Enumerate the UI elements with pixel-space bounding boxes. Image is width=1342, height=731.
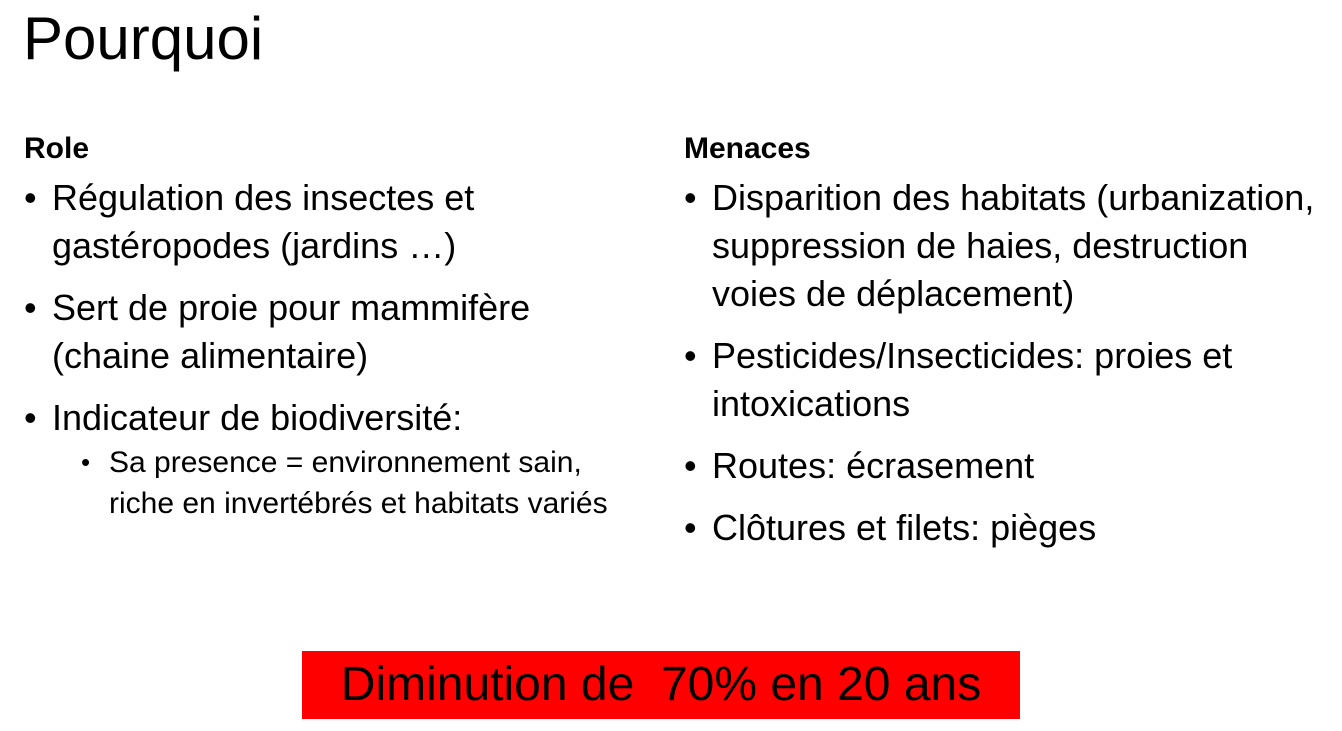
bullet-icon: •: [24, 287, 37, 328]
list-item-text: Clôtures et filets: pièges: [712, 507, 1097, 548]
list-item-text: Disparition des habitats (urbanization, suppression de haies, destruction voies de déplacement): [712, 177, 1315, 314]
list-item-text: Indicateur de biodiversité:: [52, 397, 463, 438]
role-column: [24, 130, 634, 524]
bullet-icon: •: [24, 397, 37, 438]
list-item: [684, 174, 1324, 318]
decline-banner: Diminution de 70% en 20 ans: [302, 651, 1020, 719]
list-item-text: Pesticides/Insecticides: proies et intoxications: [712, 335, 1233, 424]
menaces-heading: Menaces: [684, 132, 811, 165]
list-item: [24, 174, 634, 270]
list-item: [24, 284, 634, 380]
bullet-icon: •: [24, 177, 37, 218]
bullet-icon: •: [684, 335, 697, 376]
bullet-icon: •: [684, 445, 697, 486]
menaces-list: [684, 174, 1324, 552]
bullet-icon: •: [684, 177, 697, 218]
list-item: [684, 504, 1324, 552]
slide-title: Pourquoi: [23, 5, 264, 72]
role-list: [24, 174, 634, 442]
bullet-icon: •: [684, 507, 697, 548]
role-heading: Role: [24, 132, 90, 165]
list-item: [684, 332, 1324, 428]
list-item-text: Sert de proie pour mammifère (chaine alimentaire): [52, 287, 531, 376]
menaces-column: [684, 130, 1324, 566]
bullet-icon: •: [81, 447, 91, 477]
list-item: [24, 394, 634, 442]
sub-list-item: [81, 442, 634, 524]
sub-list-item-text: Sa presence = environnement sain, riche en invertébrés et habitats variés: [109, 446, 608, 520]
list-item: [684, 442, 1324, 490]
list-item-text: Régulation des insectes et gastéropodes (jardins …): [52, 177, 475, 266]
role-sublist: [24, 442, 634, 524]
list-item-text: Routes: écrasement: [712, 445, 1035, 486]
